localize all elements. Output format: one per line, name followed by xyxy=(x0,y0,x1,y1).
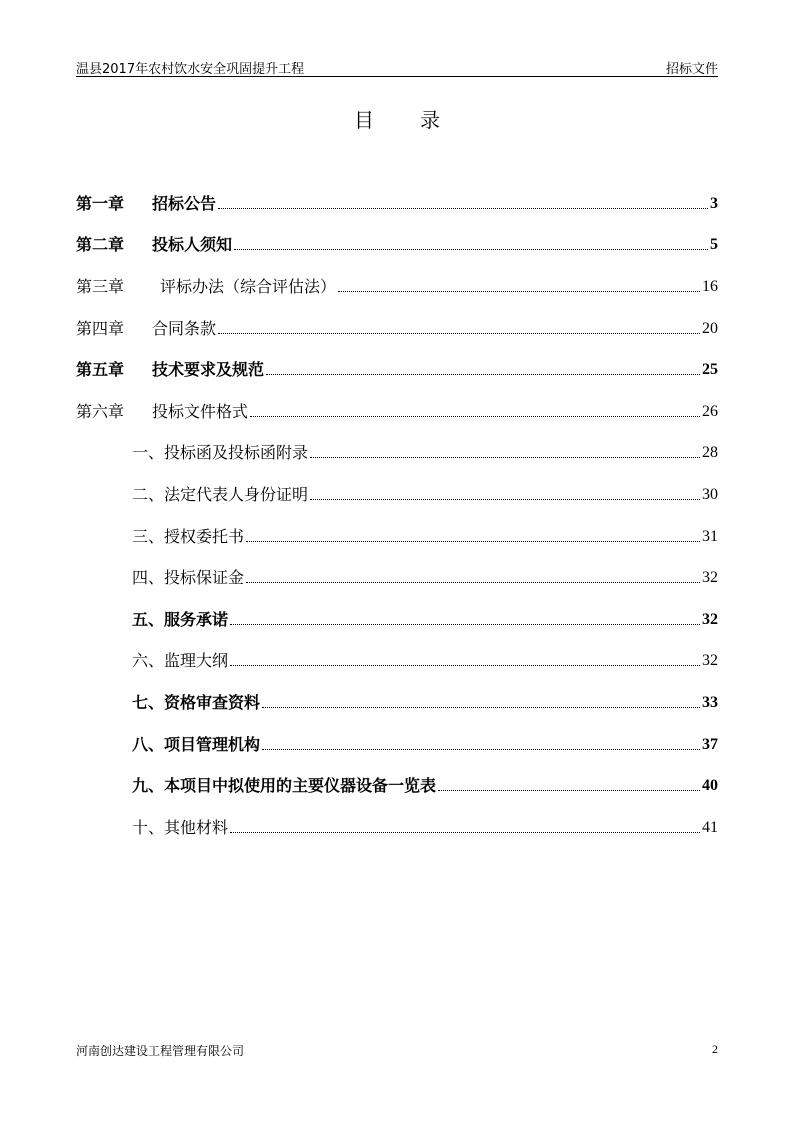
toc-leader-dots xyxy=(438,789,700,791)
toc-chapter-number: 第六章 xyxy=(76,402,125,421)
toc-leader-dots xyxy=(250,415,700,417)
toc-entry-text: 技术要求及规范 xyxy=(152,360,265,379)
toc-entry-text: 四、投标保证金 xyxy=(132,568,245,587)
toc-entry-label xyxy=(132,735,260,755)
toc-title xyxy=(0,104,794,133)
toc-entry-label xyxy=(76,319,216,339)
toc-entry-label xyxy=(132,651,228,671)
toc-page-number: 41 xyxy=(702,819,718,836)
toc-entry-label xyxy=(76,277,336,297)
toc-entry-text: 一、投标函及投标函附录 xyxy=(132,443,309,462)
toc-page-number: 37 xyxy=(702,736,718,753)
toc-entry[interactable] xyxy=(76,354,718,380)
toc-leader-dots xyxy=(218,332,700,334)
toc-leader-dots xyxy=(230,664,700,666)
toc-entry[interactable] xyxy=(76,437,718,463)
toc-entry-text: 十、其他材料 xyxy=(132,818,229,837)
toc-chapter-number: 第一章 xyxy=(76,194,125,213)
toc-page-number: 32 xyxy=(702,611,718,628)
toc-entry-text: 五、服务承诺 xyxy=(132,610,229,629)
toc-entry-text: 招标公告 xyxy=(152,194,217,213)
toc-entry-label xyxy=(132,610,228,630)
toc-chapter-number: 第四章 xyxy=(76,319,125,338)
toc-chapter-number: 第二章 xyxy=(76,235,125,254)
toc-leader-dots xyxy=(266,373,700,375)
toc-leader-dots xyxy=(246,581,700,583)
toc-page-number: 16 xyxy=(702,278,718,295)
toc-entry-label xyxy=(76,235,232,255)
toc-entry[interactable] xyxy=(76,188,718,214)
header-document-type: 招标文件 xyxy=(665,62,718,77)
toc-entry-text: 投标人须知 xyxy=(152,235,233,254)
toc-entry-label xyxy=(132,776,436,796)
toc-page-number: 30 xyxy=(702,486,718,503)
toc-title-char-2: 录 xyxy=(420,108,440,132)
toc-entry[interactable] xyxy=(76,604,718,630)
toc-entry-label xyxy=(132,568,244,588)
toc-leader-dots xyxy=(262,748,700,750)
toc-entry-label xyxy=(132,443,308,463)
toc-entry-text: 二、法定代表人身份证明 xyxy=(132,485,309,504)
toc-page-number: 3 xyxy=(710,195,718,212)
toc-entry[interactable] xyxy=(76,645,718,671)
page-header xyxy=(76,56,718,77)
toc-entry-text: 八、项目管理机构 xyxy=(132,735,261,754)
toc-entry-text: 七、资格审查资料 xyxy=(132,693,261,712)
toc-entry-text: 评标办法（综合评估法） xyxy=(160,277,337,296)
toc-entry[interactable] xyxy=(76,313,718,339)
toc-entry-text: 三、授权委托书 xyxy=(132,527,245,546)
page-number: 2 xyxy=(712,1042,718,1056)
toc-page-number: 32 xyxy=(702,569,718,586)
toc-page-number: 33 xyxy=(702,694,718,711)
toc-page-number: 40 xyxy=(702,777,718,794)
toc-entry-label xyxy=(76,194,216,214)
toc-chapter-number: 第三章 xyxy=(76,277,125,296)
toc-entry[interactable] xyxy=(76,479,718,505)
toc-page-number: 32 xyxy=(702,652,718,669)
toc-entry-text: 六、监理大纲 xyxy=(132,651,229,670)
toc-entry[interactable] xyxy=(76,396,718,422)
toc-leader-dots xyxy=(310,456,700,458)
toc-entry-text: 九、本项目中拟使用的主要仪器设备一览表 xyxy=(132,776,437,795)
toc-entry[interactable] xyxy=(76,271,718,297)
toc-page-number: 26 xyxy=(702,403,718,420)
toc-entry[interactable] xyxy=(76,562,718,588)
toc-leader-dots xyxy=(230,831,700,833)
toc-entry-label xyxy=(76,360,264,380)
toc-leader-dots xyxy=(246,540,700,542)
toc-entry[interactable] xyxy=(76,770,718,796)
toc-entry[interactable] xyxy=(76,687,718,713)
toc-entry-label xyxy=(76,402,248,422)
toc-entry[interactable] xyxy=(76,729,718,755)
toc-entry-label xyxy=(132,485,308,505)
toc-page-number: 25 xyxy=(702,361,718,378)
header-project-title: 温县2017年农村饮水安全巩固提升工程 xyxy=(76,62,305,77)
toc-title-char-1: 目 xyxy=(354,108,374,132)
toc-entry-text: 合同条款 xyxy=(152,319,217,338)
toc-leader-dots xyxy=(262,706,700,708)
toc-entry[interactable] xyxy=(76,521,718,547)
toc-leader-dots xyxy=(338,290,700,292)
toc-entry-text: 投标文件格式 xyxy=(152,402,249,421)
toc-page-number: 28 xyxy=(702,444,718,461)
toc-leader-dots xyxy=(310,498,700,500)
toc-entry-label xyxy=(132,818,228,838)
toc-leader-dots xyxy=(230,623,700,625)
toc-leader-dots xyxy=(234,248,708,250)
toc-entry[interactable] xyxy=(76,229,718,255)
toc-page-number: 20 xyxy=(702,320,718,337)
toc-entry-label xyxy=(132,527,244,547)
toc-page-number: 31 xyxy=(702,528,718,545)
footer-company: 河南创达建设工程管理有限公司 xyxy=(76,1044,245,1058)
toc-entry[interactable] xyxy=(76,812,718,838)
toc-chapter-number: 第五章 xyxy=(76,360,125,379)
toc-page-number: 5 xyxy=(710,236,718,253)
toc-entry-label xyxy=(132,693,260,713)
toc-leader-dots xyxy=(218,207,708,209)
